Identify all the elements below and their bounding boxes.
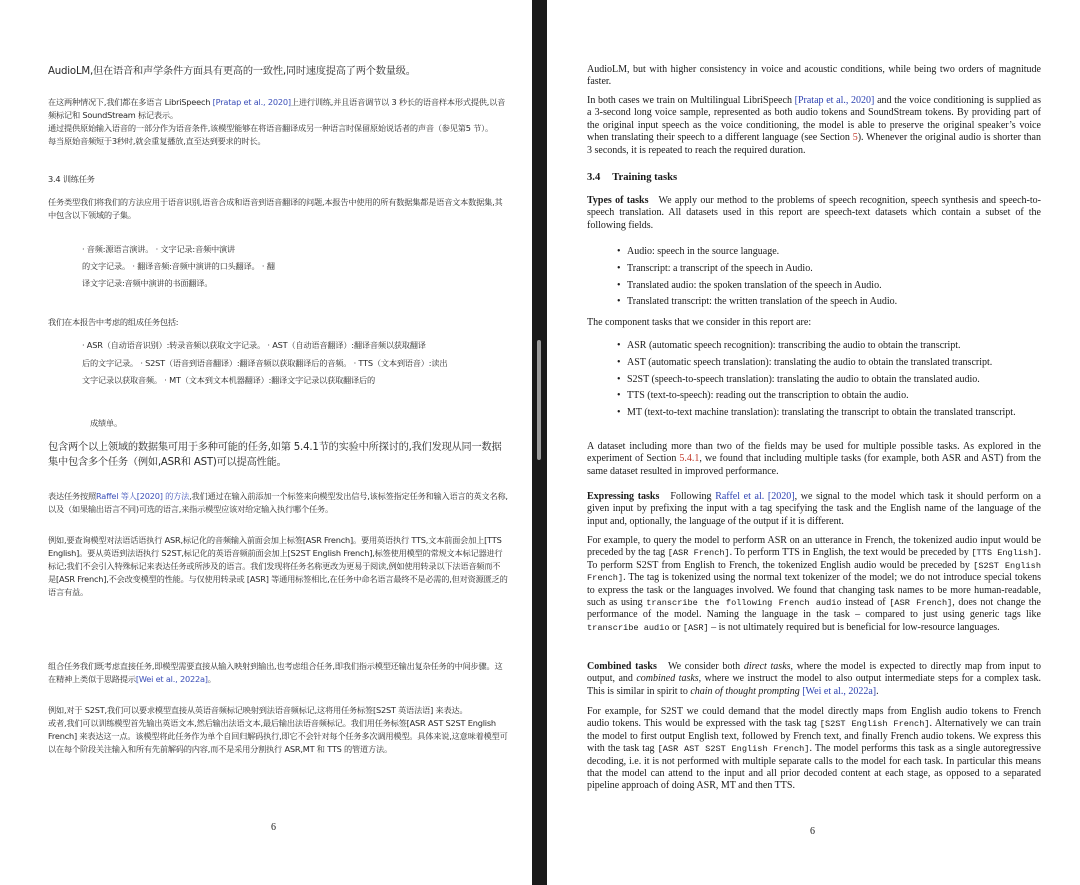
en-tag: [ASR French] [667,548,730,559]
en-section-number: 3.4 [587,172,601,183]
zh-component-paragraph [48,316,508,329]
en-combined-heading: Combined tasks [587,661,657,672]
zh-citation-raffel[interactable]: Raffel 等人[2020] 的方法 [95,491,190,501]
zh-tasks-line: · ASR（自动语音识别）:转录音频以获取文字记录。 · AST（自动语音翻译）:翻译音频以获取翻译 [82,340,426,350]
en-text: , does not change the performance of the model. Naming the language in the task – compared to just using generic tags like [587,597,1041,621]
zh-s2st-text-2: 或者,我们可以训练模型首先输出英语文本,然后输出法语文本,最后输出法语音频标记。我们用任务标签[ASR AST S2ST English French] 来表达这一点。该模型将此任务作为单个自回归解码执行,即它不会针对每个任务多次调用模型。具体来说,这意味着模型可以在每个阶段关注输入和所有先前解码的内容,而不是采用分割执行 ASR,MT 和 TTS 的管道方法。 [48,718,508,754]
zh-types-text: 任务类型我们将我们的方法应用于语音识别,语音合成和语音到语音翻译的问题,本报告中使用的所有数据集都是语音文本数据集,其中包含以下领域的子集。 [48,197,503,220]
zh-types-paragraph [48,196,508,222]
zh-example-paragraph [48,534,508,599]
list-item: • TTS (text-to-speech): reading out the transcription to obtain the audio. [617,390,909,402]
en-train-paragraph [587,95,1041,157]
list-item: • Translated transcript: the written translation of the speech in Audio. [617,296,898,308]
en-text: , we found that including multiple tasks (for example, both ASR and AST) from the same dataset resulted in improved performance. [587,453,1041,477]
zh-citation-wei[interactable]: [Wei et al., 2022a] [135,674,208,684]
en-text: ASR (automatic speech recognition): transcribing the audio to obtain the transcript. [627,340,961,351]
en-intro-text: AudioLM, but with higher consistency in voice and acoustic conditions, while being two orders of magnitude faster. [587,64,1041,88]
en-text: For example, to query the model to perform ASR on an utterance in French, the tokenized audio input would be preceded by the tag [587,535,1041,559]
en-component-text: The component tasks that we consider in this report are: [587,317,812,328]
en-text: A dataset including more than two of the fields may be used for multiple possible tasks. As explored in the experiment of Section [587,441,1041,465]
zh-intro-text: AudioLM,但在语音和声学条件方面具有更高的一致性,同时速度提高了两个数量级。 [48,66,416,77]
page-divider[interactable] [532,0,547,885]
en-section-heading [587,172,1041,184]
en-text: We apply our method to the problems of speech recognition, speech synthesis and speech-to-speech translation. All datasets used in this report are speech-text datasets which contain a subset of the following fields. [587,195,1041,231]
en-tag: [ASR French] [889,598,953,609]
en-section-link[interactable]: 5 [852,132,858,144]
zh-combined-text: 组合任务我们既考虑直接任务,即模型需要直接从输入映射到输出,也考虑组合任务,即我们指示模型还输出复杂任务的中间步骤。这在精神上类似于思路提示 [48,661,503,684]
zh-dataset-text: 包含两个以上领域的数据集可用于多种可能的任务,如第 5.4.1节的实验中所探讨的,我们发现从同一数据集中包含多个任务（例如,ASR和 AST)可以提高性能。 [48,442,502,468]
zh-tasks-line: 文字记录以获取音频。 · MT（文本到文本机器翻译）:翻译文字记录以获取翻译后的 [82,375,376,385]
zh-intro [48,64,508,79]
zh-train-text: 在这两种情况下,我们都在多语言 LibriSpeech [48,97,213,107]
en-text: chain of thought prompting [690,685,800,697]
original-page[interactable] [547,0,1080,885]
en-text: AST (automatic speech translation): translating the audio to obtain the translated transcript. [627,356,993,368]
en-tasks-list [587,338,1041,420]
en-tag: [S2ST English French] [587,560,1041,584]
zh-combined-text-2: 。 [207,674,216,684]
zh-train-paragraph [48,96,508,148]
en-text: Following [670,491,716,502]
list-item: • Transcript: a transcript of the speech in Audio. [617,262,813,274]
zh-fields-line: 译文字记录:音频中演讲的书面翻译。 [82,278,213,288]
en-text: . To perform TTS in English, the text would be preceded by [729,547,972,559]
list-item: • AST (automatic speech translation): translating the audio to obtain the translated transcript. [617,356,993,368]
en-text: combined tasks [636,673,699,685]
en-component-paragraph [587,317,1041,329]
list-item: • MT (text-to-text machine translation): translating the transcript to obtain the translated transcript. [617,407,1016,419]
en-combined-paragraph [587,661,1041,698]
en-page-number: 6 [810,826,815,837]
en-citation-wei[interactable]: [Wei et al., 2022a] [802,685,877,697]
zh-combined-paragraph [48,660,508,686]
en-text: ). Whenever the original audio is shorter than 3 seconds, it is repeated to reach the required duration. [587,132,1041,156]
zh-train-text-2: 上进行训练,并且语音调节以 3 秒长的语音样本形式提供,以音频标记和 SoundStream 标记表示。 [48,97,506,120]
zh-s2st-text: 例如,对于 S2ST,我们可以要求模型直接从英语音频标记映射到法语音频标记,这将用任务标签[S2ST 英语法语] 来表达。 [48,705,468,715]
en-text: direct tasks [743,661,791,672]
list-item: • Translated audio: the spoken translation of the speech in Audio. [617,279,882,291]
en-types-heading: Types of tasks [587,195,649,206]
en-text: Translated transcript: the written translation of the speech in Audio. [627,296,898,308]
list-item: • S2ST (speech-to-speech translation): translating the audio to obtain the translated audio. [617,373,980,385]
en-citation-raffel[interactable]: Raffel et al. [2020] [715,491,795,502]
en-text: , where we instruct the model to also output intermediate steps for a complex task. This is similar in spirit to [587,673,1041,697]
en-dataset-paragraph [587,441,1041,478]
en-text: Audio: speech in the source language. [627,246,780,257]
en-text: or [669,621,683,633]
zh-s2st-paragraph [48,704,508,756]
zh-tasks-line: 后的文字记录。 · S2ST（语音到语音翻译）:翻译音频以获取翻译后的音频。 · TTS（文本到语音）:读出 [82,357,448,368]
en-text: S2ST (speech-to-speech translation): translating the audio to obtain the translated audio. [627,373,980,385]
en-express-heading: Expressing tasks [587,491,660,502]
zh-fields-line: · 音频:源语言演讲。 · 文字记录:音频中演讲 [82,244,235,254]
divider-drag-handle[interactable] [537,340,541,460]
en-text: instead of [841,597,890,609]
zh-train-text-3: 通过提供原始输入语音的一部分作为语音条件,该模型能够在将语音翻译成另一种语言时保留原始说话者的声音（参见第5 节）。 [48,123,494,133]
zh-tasks-list [82,337,512,390]
en-tag: [ASR] [682,622,709,633]
en-section-link[interactable]: 5.4.1 [679,453,700,465]
en-text: , where the model is expected to directly map from input to output, and [587,661,1042,685]
zh-section-title [48,173,508,186]
en-example-paragraph [587,535,1041,634]
zh-tasks-tail [90,417,290,430]
zh-fields-list [82,241,502,292]
en-text: TTS (text-to-speech): reading out the transcription to obtain the audio. [627,390,909,402]
en-text: . The tag is tokenized using the normal text tokenizer of the model; we do not introduce special tokens to express the task or the languages involved. We found that changing task names to be more human-readable, such as using [587,572,1041,609]
zh-tasks-tail-text: 成绩单。 [90,418,122,428]
list-item: • Audio: speech in the source language. [617,246,780,257]
en-text: . To perform S2ST from English to French, the tokenized English audio would be preceded by [587,547,1041,571]
zh-dataset-paragraph [48,440,508,470]
en-text: For example, for S2ST we could demand that the model directly maps from English audio tokens to French audio tokens. This would be expressed with the task tag [587,706,1041,730]
zh-express-text-2: ,我们通过在输入前添加一个标签来向模型发出信号,该标签指定任务和输入语言的英文名称,以及（如果输出语言不同)可选的语言,来指示模型应该对给定输入执行哪个任务。 [48,491,508,514]
en-text: In both cases we train on Multilingual LibriSpeech [587,95,795,106]
zh-express-text: 表达任务按照 [48,491,96,501]
zh-express-paragraph [48,490,508,516]
en-citation-pratap[interactable]: [Pratap et al., 2020] [794,95,875,106]
en-text: MT (text-to-text machine translation): translating the transcript to obtain the translated transcript. [627,407,1016,419]
en-tag: transcribe audio [587,622,670,633]
zh-train-text-4: 每当原始音频短于3秒时,就会重复播放,直至达到要求的时长。 [48,136,266,146]
zh-component-text: 我们在本报告中考虑的组成任务包括: [48,317,179,327]
en-section-title: Training tasks [612,172,678,183]
en-text: , we signal to the model which task it should perform on a given input by prefixing the input with a tag specifying the task and the English name of the language of the input and, optionally, the language of the output if it is different. [587,491,1041,527]
en-tag: transcribe the following French audio [646,598,842,609]
en-text: We consider both [667,661,744,672]
zh-fields-line: 的文字记录。 · 翻译音频:音频中演讲的口头翻译。 · 翻 [82,261,275,271]
en-intro [587,64,1041,89]
en-tag: [TTS English] [971,548,1039,559]
list-item: • ASR (automatic speech recognition): transcribing the audio to obtain the transcript. [617,340,961,351]
en-text: Transcript: a transcript of the speech in Audio. [627,262,813,274]
en-express-paragraph [587,491,1041,528]
zh-example-text: 例如,要查询模型对法语话语执行 ASR,标记化的音频输入前面会加上标签[ASR French]。要用英语执行 TTS,文本前面会加上[TTS English]。要从英语到法语执行 S2ST,标记化的英语音频前面会加上[S2ST English French],标签使用模型的常规文本标记器进行标记;我们不会引入特殊标记来表达任务或所涉及的语言。我们发现将任务名称更改为更易于阅读,例如使用转录以下法语音频而不是[ASR French],不会改变模型的性能。与仅使用转录或 [ASR] 等通用标签相比,在任务中命名语言最终不是必需的,但对资源匮乏的语言有益。 [48,535,508,597]
zh-section-title-text: 3.4 训练任务 [48,174,95,184]
en-tag: [S2ST English French] [819,719,930,730]
en-text: . Alternatively we can train the model to first output English text, followed by French text, and finally French audio tokens. We express this with the task tag [587,718,1041,755]
zh-page-number: 6 [271,822,276,833]
en-s2st-paragraph [587,706,1041,793]
en-text: and the voice conditioning is supplied as a 3-second long voice sample, represented as both audio tokens and SoundStream tokens. By providing part of the original input speech as the voice conditioning, the model is able to preserve the original speaker’s voice when translating their speech to a different language (see Section [587,95,1041,144]
en-types-paragraph [587,195,1041,232]
zh-citation-pratap[interactable]: [Pratap et al., 2020] [212,97,291,107]
en-text: . [876,685,879,697]
en-text: – is not ultimately required but is beneficial for low-resource languages. [708,621,1000,633]
translated-page[interactable] [0,0,532,885]
en-text: Translated audio: the spoken translation of the speech in Audio. [627,279,882,291]
en-tag: [ASR AST S2ST English French] [657,744,810,755]
en-text: . The model performs this task as a single autoregressive decoding, i.e. it is not performed with multiple separate calls to the model for each task. In particular this means that the model can attend to the input and all prior decoded content at each stage, as opposed to a separated pipeline approach of doing ASR, MT and then TTS. [587,743,1041,792]
en-fields-list [587,244,1041,311]
